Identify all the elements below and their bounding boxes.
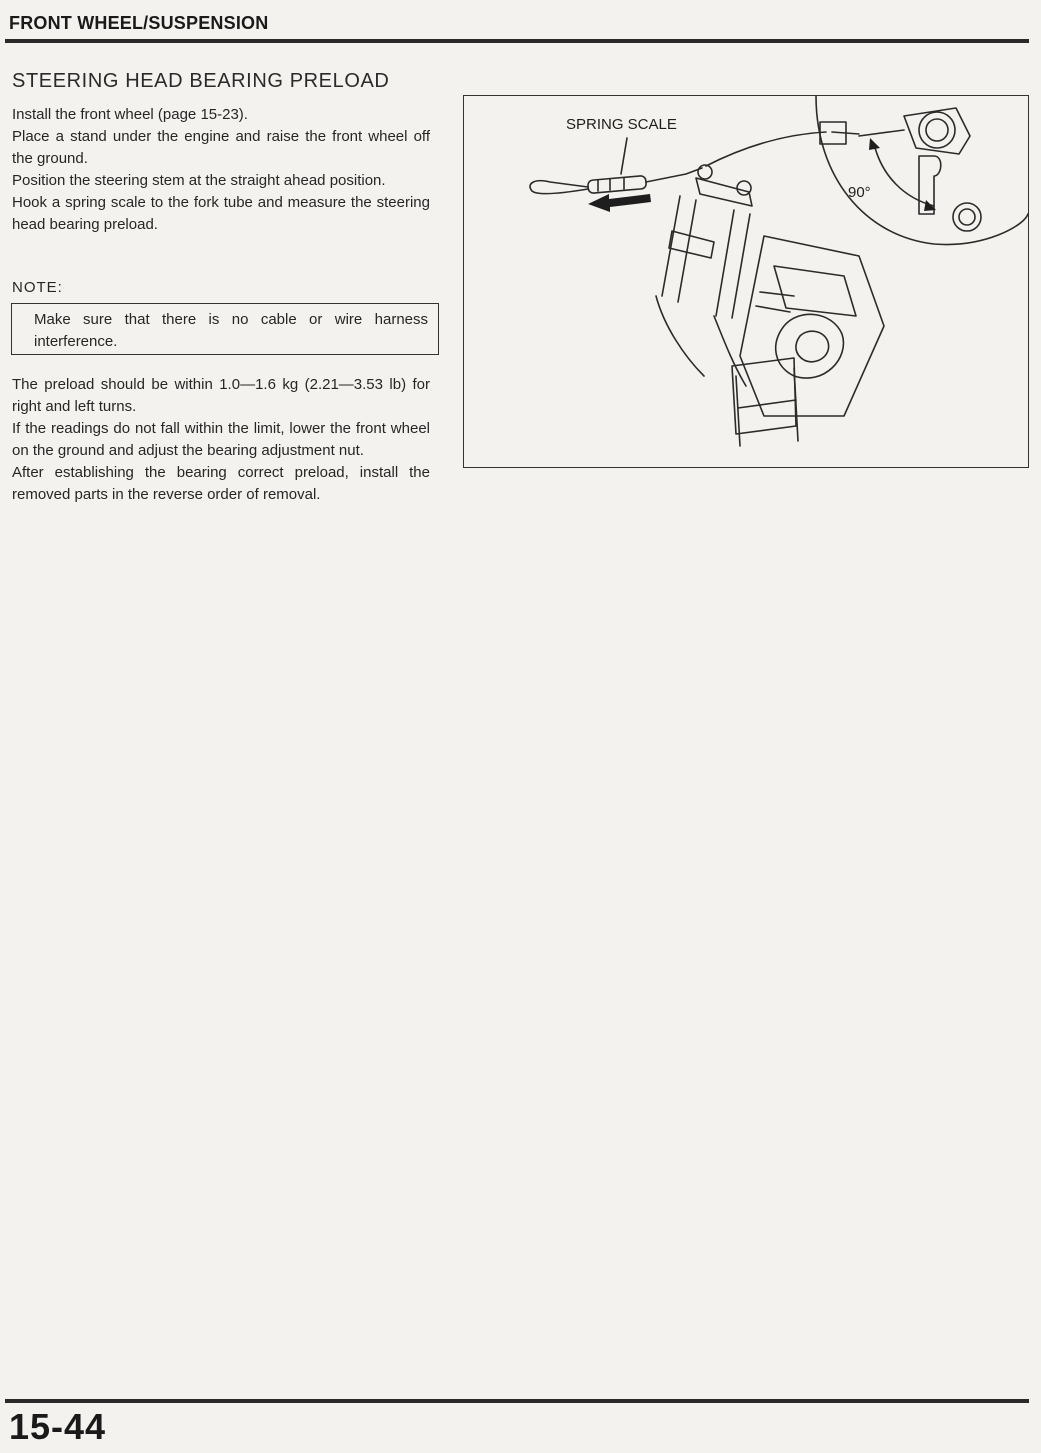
step-paragraph: Position the steering stem at the straight ahead position.: [12, 172, 386, 189]
step-paragraph: If the readings do not fall within the limit, lower the front wheel on the ground and adjust the bearing adjustment nut.: [12, 420, 430, 459]
step-paragraph: Hook a spring scale to the fork tube and measure the steering head bearing preload.: [12, 194, 430, 233]
spring-scale-illustration: [463, 95, 1029, 468]
footer-divider: [5, 1399, 1029, 1403]
note-label: NOTE:: [12, 279, 63, 296]
motorcycle-fork-drawing: [464, 96, 1028, 467]
instruction-steps: [12, 104, 430, 236]
preload-instructions: [12, 374, 430, 506]
page-number: 15-44: [9, 1406, 107, 1447]
note-box: Make sure that there is no cable or wire harness interference.: [11, 303, 439, 355]
section-title: STEERING HEAD BEARING PRELOAD: [12, 70, 390, 92]
page-header-title: FRONT WHEEL/SUSPENSION: [9, 13, 269, 33]
header-divider: [5, 39, 1029, 43]
angle-label: 90°: [848, 184, 871, 201]
step-paragraph: Place a stand under the engine and raise the front wheel off the ground.: [12, 128, 430, 167]
step-paragraph: The preload should be within 1.0—1.6 kg (2.21—3.53 lb) for right and left turns.: [12, 376, 430, 415]
step-paragraph: Install the front wheel (page 15-23).: [12, 106, 248, 123]
step-paragraph: After establishing the bearing correct preload, install the removed parts in the reverse order of removal.: [12, 464, 430, 503]
spring-scale-label: SPRING SCALE: [566, 116, 677, 133]
